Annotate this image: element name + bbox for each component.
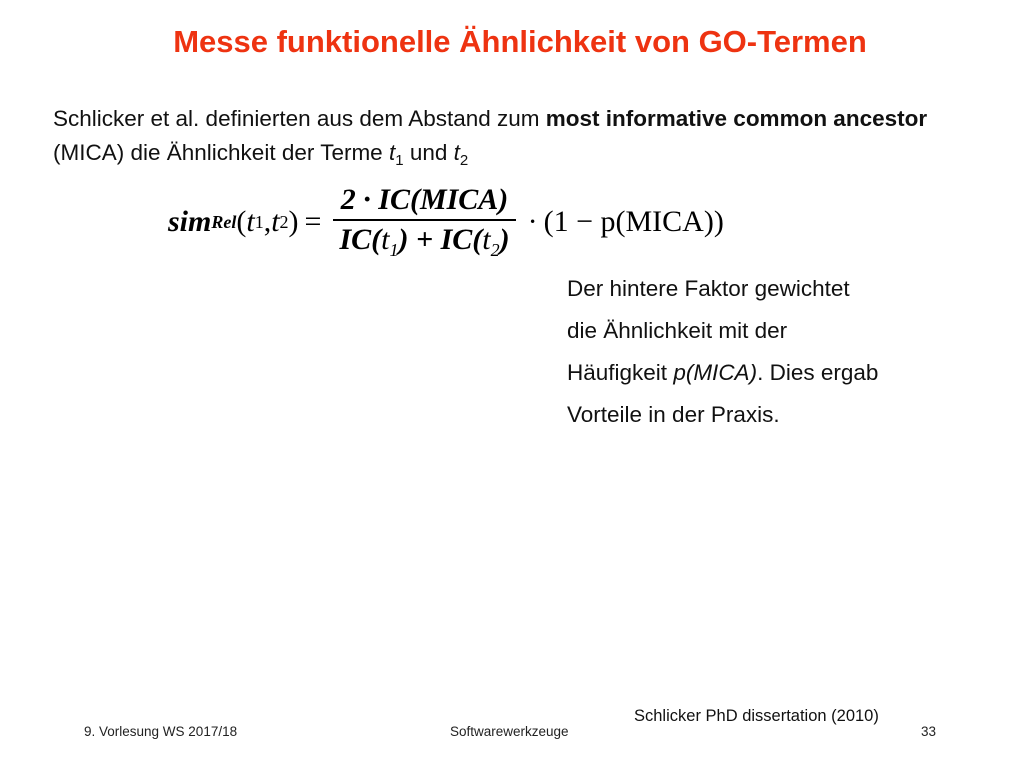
formula-arg1-subscript: 1: [254, 211, 264, 232]
term-t1-subscript: 1: [395, 152, 404, 169]
denominator-t1-subscript: 1: [389, 240, 399, 260]
denominator-t1: t: [381, 223, 390, 256]
formula-arg2: t: [271, 205, 280, 238]
formula-multiply-dot: ·: [527, 205, 538, 238]
side-note-line-4: Vorteile in der Praxis.: [567, 402, 780, 427]
formula-weight-factor: (1 − p(MICA)): [543, 205, 724, 238]
formula-function: sim: [168, 205, 212, 238]
intro-bold-term: most informative common ancestor: [545, 106, 928, 131]
footer-course: Softwarewerkzeuge: [450, 724, 569, 739]
formula-denominator: [333, 219, 515, 261]
formula-arg1: t: [246, 205, 255, 238]
side-note-line-3: [567, 352, 987, 394]
side-note-line-3-post: . Dies ergab: [757, 360, 879, 385]
denominator-t2-subscript: 2: [490, 240, 500, 260]
formula-equals: =: [304, 205, 322, 238]
side-note-line-1: Der hintere Faktor gewichtet: [567, 276, 850, 301]
formula-function-subscript: Rel: [211, 211, 237, 232]
term-t2-subscript: 2: [459, 152, 469, 169]
term-t1: t: [388, 140, 396, 165]
citation: Schlicker PhD dissertation (2010): [634, 707, 879, 725]
formula-paren-close: ): [288, 205, 299, 238]
formula-paren-open: (: [236, 205, 247, 238]
intro-and: und: [403, 140, 454, 165]
formula-arg2-subscript: 2: [279, 211, 289, 232]
term-t2: t: [453, 140, 460, 165]
side-note-line-3-pre: Häufigkeit: [567, 360, 674, 385]
denominator-t2: t: [482, 223, 491, 256]
similarity-formula: [168, 183, 724, 261]
denominator-close: ): [499, 223, 510, 256]
slide-title: Messe funktionelle Ähnlichkeit von GO-Termen: [173, 24, 867, 59]
footer-page-number: 33: [921, 724, 937, 739]
intro-paragraph: [53, 102, 973, 170]
side-note: [567, 268, 987, 436]
formula-numerator: 2 · IC(MICA): [340, 183, 509, 216]
denominator-mid: ) + IC(: [398, 223, 483, 256]
intro-text-2: (MICA) die Ähnlichkeit der Terme: [53, 140, 389, 165]
formula-fraction: [333, 183, 515, 261]
denominator-part1: IC(: [339, 223, 382, 256]
intro-text-1: Schlicker et al. definierten aus dem Abstand zum: [53, 106, 546, 131]
formula-comma: ,: [263, 205, 272, 238]
side-note-pmica: p(MICA): [673, 360, 758, 385]
footer-lecture: 9. Vorlesung WS 2017/18: [84, 724, 238, 739]
side-note-line-2: die Ähnlichkeit mit der: [567, 318, 788, 343]
